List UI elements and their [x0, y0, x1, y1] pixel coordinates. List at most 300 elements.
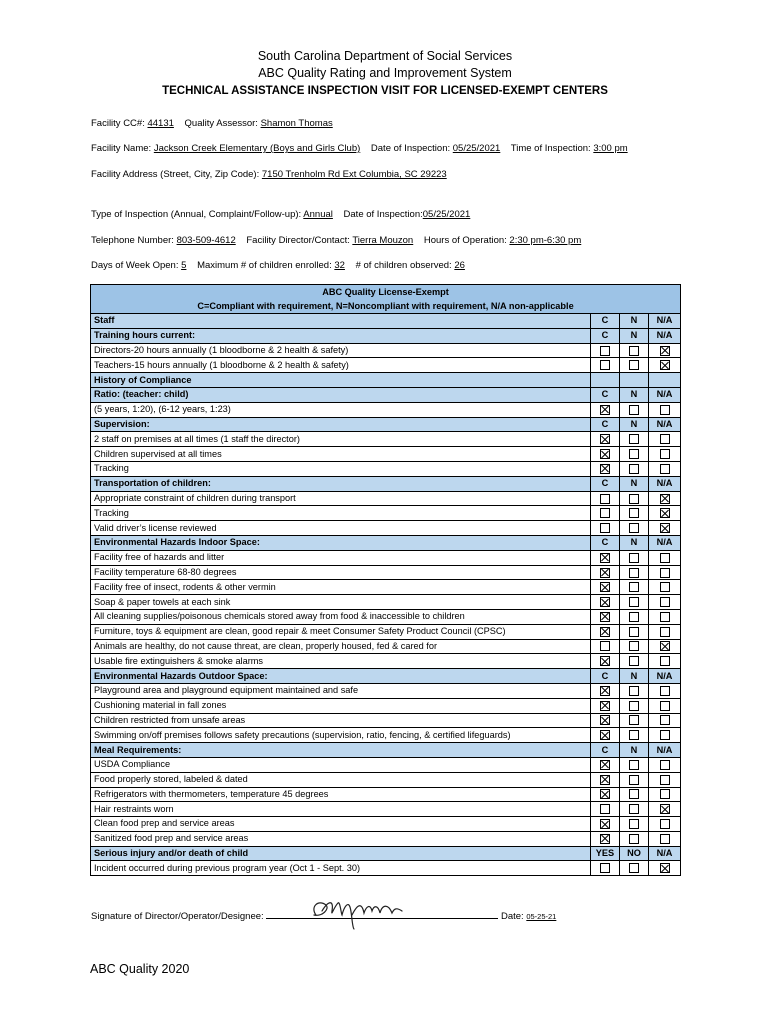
inspection-date2-value[interactable]: 05/25/2021 — [422, 209, 471, 220]
section-header-row — [91, 373, 681, 388]
inspection-date-value[interactable]: 05/25/2021 — [452, 143, 501, 154]
column-header-na: N/A — [649, 476, 681, 491]
checklist-row — [91, 802, 681, 817]
checkbox-cell-c — [591, 639, 620, 654]
checked-checkbox[interactable] — [600, 789, 610, 799]
column-header-na: N/A — [649, 314, 681, 329]
requirement-label: Directors-20 hours annually (1 bloodborne & 2 health & safety) — [91, 343, 591, 358]
column-header-na: N/A — [649, 535, 681, 550]
checkbox-cell-c — [591, 595, 620, 610]
days-open-label: Days of Week Open: — [91, 260, 179, 271]
unchecked-checkbox[interactable] — [600, 523, 610, 533]
checkbox-cell-c — [591, 432, 620, 447]
checkbox-cell-c — [591, 521, 620, 536]
checkbox-cell-na — [649, 624, 681, 639]
checkbox-cell-c — [591, 683, 620, 698]
unchecked-checkbox[interactable] — [660, 553, 670, 563]
checkbox-cell-n — [620, 402, 649, 417]
unchecked-checkbox[interactable] — [629, 464, 639, 474]
facility-cc-label: Facility CC#: — [91, 118, 145, 129]
checked-checkbox[interactable] — [600, 597, 610, 607]
unchecked-checkbox[interactable] — [660, 701, 670, 711]
checkbox-cell-n — [620, 343, 649, 358]
column-header-n: N — [620, 387, 649, 402]
checklist-row — [91, 654, 681, 669]
checkbox-cell-n — [620, 861, 649, 876]
unchecked-checkbox[interactable] — [600, 508, 610, 518]
unchecked-checkbox[interactable] — [660, 656, 670, 666]
checkbox-cell-n — [620, 639, 649, 654]
checked-checkbox[interactable] — [600, 627, 610, 637]
checkbox-cell-n — [620, 683, 649, 698]
checkbox-cell-c — [591, 580, 620, 595]
column-header-n: N — [620, 314, 649, 329]
handwritten-signature — [308, 893, 408, 933]
inspection-date2-label: Date of Inspection: — [343, 209, 423, 220]
checklist-row — [91, 831, 681, 846]
checked-checkbox[interactable] — [600, 819, 610, 829]
checklist-row — [91, 358, 681, 373]
unchecked-checkbox[interactable] — [660, 582, 670, 592]
checked-checkbox[interactable] — [600, 434, 610, 444]
unchecked-checkbox[interactable] — [660, 834, 670, 844]
checklist-row — [91, 639, 681, 654]
inspection-time-label: Time of Inspection: — [510, 143, 591, 154]
enrollment-row — [91, 260, 465, 271]
column-header-na: N/A — [649, 387, 681, 402]
table-legend: C=Compliant with requirement, N=Noncompliant with requirement, N/A non-applicable — [197, 301, 574, 311]
checkbox-cell-n — [620, 757, 649, 772]
checked-checkbox[interactable] — [660, 863, 670, 873]
checkbox-cell-na — [649, 565, 681, 580]
requirement-label: Usable fire extinguishers & smoke alarms — [91, 654, 591, 669]
agency-title: South Carolina Department of Social Services — [257, 49, 513, 63]
column-header-c: C — [591, 476, 620, 491]
unchecked-checkbox[interactable] — [629, 405, 639, 415]
signature-label: Signature of Director/Operator/Designee: — [91, 911, 264, 922]
checkbox-cell-n — [620, 609, 649, 624]
unchecked-checkbox[interactable] — [629, 449, 639, 459]
column-header-n — [620, 373, 649, 388]
column-header-c: C — [591, 328, 620, 343]
requirement-label: Cushioning material in fall zones — [91, 698, 591, 713]
program-title: ABC Quality Rating and Improvement System — [258, 66, 512, 80]
checkbox-cell-na — [649, 728, 681, 743]
checklist-row — [91, 757, 681, 772]
assessor-label: Quality Assessor: — [184, 118, 258, 129]
requirement-label: Food properly stored, labeled & dated — [91, 772, 591, 787]
unchecked-checkbox[interactable] — [600, 863, 610, 873]
checklist-row — [91, 772, 681, 787]
checkbox-cell-c — [591, 624, 620, 639]
requirement-label: (5 years, 1:20), (6-12 years, 1:23) — [91, 402, 591, 417]
unchecked-checkbox[interactable] — [629, 582, 639, 592]
checklist-row — [91, 698, 681, 713]
checkbox-cell-n — [620, 654, 649, 669]
requirement-label: Sanitized food prep and service areas — [91, 831, 591, 846]
requirement-label: Tracking — [91, 506, 591, 521]
unchecked-checkbox[interactable] — [629, 627, 639, 637]
checkbox-cell-n — [620, 595, 649, 610]
checkbox-cell-c — [591, 772, 620, 787]
unchecked-checkbox[interactable] — [660, 449, 670, 459]
section-header-row — [91, 387, 681, 402]
requirement-label: All cleaning supplies/poisonous chemicals stored away from food & inaccessible to children — [91, 609, 591, 624]
checklist-row — [91, 580, 681, 595]
unchecked-checkbox[interactable] — [660, 464, 670, 474]
checkbox-cell-n — [620, 550, 649, 565]
column-header-na: N/A — [649, 417, 681, 432]
checked-checkbox[interactable] — [600, 775, 610, 785]
checkbox-cell-n — [620, 713, 649, 728]
checkbox-cell-c — [591, 565, 620, 580]
checklist-row — [91, 817, 681, 832]
section-header-row — [91, 328, 681, 343]
requirement-label: Facility temperature 68-80 degrees — [91, 565, 591, 580]
section-header-row — [91, 417, 681, 432]
checkbox-cell-c — [591, 609, 620, 624]
requirement-label: USDA Compliance — [91, 757, 591, 772]
unchecked-checkbox[interactable] — [629, 612, 639, 622]
checked-checkbox[interactable] — [600, 612, 610, 622]
checked-checkbox[interactable] — [600, 834, 610, 844]
unchecked-checkbox[interactable] — [660, 627, 670, 637]
checklist-row — [91, 713, 681, 728]
requirement-label: Animals are healthy, do not cause threat, are clean, properly housed, fed & cared for — [91, 639, 591, 654]
checked-checkbox[interactable] — [600, 656, 610, 666]
observed-value[interactable]: 26 — [454, 260, 465, 271]
checklist-row — [91, 343, 681, 358]
column-header-c: C — [591, 669, 620, 684]
section-label: Supervision: — [91, 417, 591, 432]
inspection-date-label: Date of Inspection: — [370, 143, 451, 154]
checkbox-cell-n — [620, 506, 649, 521]
unchecked-checkbox[interactable] — [629, 715, 639, 725]
checkbox-cell-n — [620, 698, 649, 713]
checkbox-cell-n — [620, 580, 649, 595]
inspection-time-value[interactable]: 3:00 pm — [593, 143, 628, 154]
column-header-n: N — [620, 328, 649, 343]
checkbox-cell-na — [649, 491, 681, 506]
unchecked-checkbox[interactable] — [629, 508, 639, 518]
checkbox-cell-c — [591, 461, 620, 476]
checkbox-cell-c — [591, 506, 620, 521]
section-header-row — [91, 669, 681, 684]
unchecked-checkbox[interactable] — [600, 494, 610, 504]
checkbox-cell-n — [620, 817, 649, 832]
unchecked-checkbox[interactable] — [629, 760, 639, 770]
unchecked-checkbox[interactable] — [629, 523, 639, 533]
column-header-c: C — [591, 387, 620, 402]
checkbox-cell-na — [649, 358, 681, 373]
checked-checkbox[interactable] — [660, 804, 670, 814]
unchecked-checkbox[interactable] — [629, 730, 639, 740]
checkbox-cell-na — [649, 432, 681, 447]
section-header-row — [91, 743, 681, 758]
checked-checkbox[interactable] — [600, 568, 610, 578]
checkbox-cell-c — [591, 402, 620, 417]
section-label: Environmental Hazards Outdoor Space: — [91, 669, 591, 684]
requirement-label: Hair restraints worn — [91, 802, 591, 817]
checkbox-cell-na — [649, 654, 681, 669]
facility-cc-row — [91, 118, 333, 129]
requirement-label: 2 staff on premises at all times (1 staff the director) — [91, 432, 591, 447]
section-header-row — [91, 535, 681, 550]
unchecked-checkbox[interactable] — [629, 863, 639, 873]
column-header-n: N — [620, 669, 649, 684]
checkbox-cell-n — [620, 802, 649, 817]
column-header-na — [649, 373, 681, 388]
checked-checkbox[interactable] — [600, 686, 610, 696]
section-label: Ratio: (teacher: child) — [91, 387, 591, 402]
unchecked-checkbox[interactable] — [660, 597, 670, 607]
requirement-label: Refrigerators with thermometers, temperature 45 degrees — [91, 787, 591, 802]
requirement-label: Incident occurred during previous program year (Oct 1 - Sept. 30) — [91, 861, 591, 876]
unchecked-checkbox[interactable] — [629, 789, 639, 799]
unchecked-checkbox[interactable] — [660, 686, 670, 696]
checkbox-cell-na — [649, 698, 681, 713]
requirement-label: Facility free of hazards and litter — [91, 550, 591, 565]
hours-value[interactable]: 2:30 pm-6:30 pm — [509, 235, 582, 246]
checkbox-cell-na — [649, 580, 681, 595]
column-header-c: YES — [591, 846, 620, 861]
unchecked-checkbox[interactable] — [660, 819, 670, 829]
unchecked-checkbox[interactable] — [629, 494, 639, 504]
checkbox-cell-na — [649, 802, 681, 817]
checkbox-cell-na — [649, 713, 681, 728]
column-header-c: C — [591, 314, 620, 329]
requirement-label: Soap & paper towels at each sink — [91, 595, 591, 610]
facility-name-label: Facility Name: — [91, 143, 152, 154]
checkbox-cell-c — [591, 787, 620, 802]
checkbox-cell-na — [649, 402, 681, 417]
checked-checkbox[interactable] — [600, 464, 610, 474]
checklist-row — [91, 683, 681, 698]
checklist-row — [91, 595, 681, 610]
form-title: TECHNICAL ASSISTANCE INSPECTION VISIT FOR LICENSED-EXEMPT CENTERS — [162, 85, 608, 97]
unchecked-checkbox[interactable] — [629, 597, 639, 607]
section-label: History of Compliance — [91, 373, 591, 388]
column-header-n: N — [620, 535, 649, 550]
unchecked-checkbox[interactable] — [660, 789, 670, 799]
checkbox-cell-n — [620, 432, 649, 447]
unchecked-checkbox[interactable] — [629, 346, 639, 356]
phone-value[interactable]: 803-509-4612 — [176, 235, 236, 246]
unchecked-checkbox[interactable] — [629, 804, 639, 814]
section-header-row — [91, 846, 681, 861]
section-label: Serious injury and/or death of child — [91, 846, 591, 861]
column-header-na: N/A — [649, 328, 681, 343]
checkbox-cell-na — [649, 861, 681, 876]
days-open-value[interactable]: 5 — [181, 260, 187, 271]
checkbox-cell-c — [591, 654, 620, 669]
unchecked-checkbox[interactable] — [629, 641, 639, 651]
section-label: Environmental Hazards Indoor Space: — [91, 535, 591, 550]
checked-checkbox[interactable] — [660, 641, 670, 651]
unchecked-checkbox[interactable] — [629, 568, 639, 578]
checked-checkbox[interactable] — [600, 553, 610, 563]
unchecked-checkbox[interactable] — [600, 360, 610, 370]
column-header-na: N/A — [649, 669, 681, 684]
unchecked-checkbox[interactable] — [660, 775, 670, 785]
unchecked-checkbox[interactable] — [600, 346, 610, 356]
column-header-na: N/A — [649, 846, 681, 861]
checkbox-cell-na — [649, 506, 681, 521]
section-header-row — [91, 476, 681, 491]
checklist-row — [91, 550, 681, 565]
section-label: Transportation of children: — [91, 476, 591, 491]
requirement-label: Valid driver’s license reviewed — [91, 521, 591, 536]
unchecked-checkbox[interactable] — [660, 405, 670, 415]
checked-checkbox[interactable] — [660, 508, 670, 518]
inspection-type-label: Type of Inspection (Annual, Complaint/Follow-up): — [91, 209, 302, 220]
checkbox-cell-na — [649, 639, 681, 654]
requirement-label: Swimming on/off premises follows safety precautions (supervision, ratio, fencing, & certified lifeguards) — [91, 728, 591, 743]
table-title: ABC Quality License-Exempt — [322, 287, 449, 297]
unchecked-checkbox[interactable] — [600, 804, 610, 814]
checklist-row — [91, 521, 681, 536]
max-enrolled-value[interactable]: 32 — [334, 260, 345, 271]
checkbox-cell-na — [649, 343, 681, 358]
unchecked-checkbox[interactable] — [660, 434, 670, 444]
checkbox-cell-na — [649, 521, 681, 536]
requirement-label: Playground area and playground equipment maintained and safe — [91, 683, 591, 698]
facility-name-value[interactable]: Jackson Creek Elementary (Boys and Girls Club) — [153, 143, 361, 154]
section-label: Staff — [91, 314, 591, 329]
checked-checkbox[interactable] — [600, 760, 610, 770]
section-label: Meal Requirements: — [91, 743, 591, 758]
max-enrolled-label: Maximum # of children enrolled: — [197, 260, 332, 271]
assessor-value[interactable]: Shamon Thomas — [260, 118, 333, 129]
observed-label: # of children observed: — [355, 260, 452, 271]
inspection-type-row — [91, 209, 470, 220]
checked-checkbox[interactable] — [660, 523, 670, 533]
director-value[interactable]: Tierra Mouzon — [352, 235, 414, 246]
checkbox-cell-n — [620, 772, 649, 787]
unchecked-checkbox[interactable] — [629, 360, 639, 370]
signature-date-label: Date: — [500, 911, 524, 922]
column-header-c: C — [591, 743, 620, 758]
checklist-row — [91, 447, 681, 462]
unchecked-checkbox[interactable] — [629, 553, 639, 563]
column-header-c — [591, 373, 620, 388]
address-row — [91, 169, 447, 180]
unchecked-checkbox[interactable] — [629, 834, 639, 844]
address-value[interactable]: 7150 Trenholm Rd Ext Columbia, SC 29223 — [261, 169, 447, 180]
checklist-row — [91, 787, 681, 802]
unchecked-checkbox[interactable] — [600, 641, 610, 651]
checkbox-cell-c — [591, 358, 620, 373]
unchecked-checkbox[interactable] — [660, 760, 670, 770]
checkbox-cell-n — [620, 624, 649, 639]
checklist-row — [91, 432, 681, 447]
checklist-row — [91, 861, 681, 876]
checkbox-cell-n — [620, 728, 649, 743]
checked-checkbox[interactable] — [660, 494, 670, 504]
hours-label: Hours of Operation: — [423, 235, 507, 246]
unchecked-checkbox[interactable] — [629, 656, 639, 666]
footer-text: ABC Quality 2020 — [90, 962, 190, 976]
requirement-label: Tracking — [91, 461, 591, 476]
checkbox-cell-c — [591, 861, 620, 876]
checkbox-cell-na — [649, 683, 681, 698]
checked-checkbox[interactable] — [600, 405, 610, 415]
checkbox-cell-c — [591, 447, 620, 462]
checkbox-cell-na — [649, 609, 681, 624]
facility-cc-value[interactable]: 44131 — [147, 118, 174, 129]
unchecked-checkbox[interactable] — [660, 612, 670, 622]
requirement-label: Facility free of insect, rodents & other vermin — [91, 580, 591, 595]
checkbox-cell-na — [649, 595, 681, 610]
checklist-row — [91, 728, 681, 743]
checked-checkbox[interactable] — [600, 582, 610, 592]
unchecked-checkbox[interactable] — [629, 701, 639, 711]
unchecked-checkbox[interactable] — [660, 568, 670, 578]
unchecked-checkbox[interactable] — [660, 730, 670, 740]
checkbox-cell-n — [620, 521, 649, 536]
checkbox-cell-n — [620, 565, 649, 580]
checklist-row — [91, 491, 681, 506]
phone-label: Telephone Number: — [91, 235, 174, 246]
checkbox-cell-c — [591, 491, 620, 506]
checked-checkbox[interactable] — [600, 715, 610, 725]
checklist-row — [91, 461, 681, 476]
column-header-c: C — [591, 535, 620, 550]
contact-row — [91, 235, 581, 246]
signature-date-value[interactable]: 05-25-21 — [526, 912, 557, 921]
requirement-label: Appropriate constraint of children during transport — [91, 491, 591, 506]
checkbox-cell-c — [591, 757, 620, 772]
checkbox-cell-c — [591, 343, 620, 358]
unchecked-checkbox[interactable] — [629, 819, 639, 829]
checklist-row — [91, 402, 681, 417]
checkbox-cell-c — [591, 550, 620, 565]
checked-checkbox[interactable] — [600, 701, 610, 711]
checkbox-cell-c — [591, 698, 620, 713]
checked-checkbox[interactable] — [600, 449, 610, 459]
checklist-row — [91, 609, 681, 624]
checked-checkbox[interactable] — [660, 360, 670, 370]
checkbox-cell-na — [649, 772, 681, 787]
unchecked-checkbox[interactable] — [629, 434, 639, 444]
compliance-table — [90, 284, 681, 876]
unchecked-checkbox[interactable] — [629, 775, 639, 785]
checkbox-cell-n — [620, 491, 649, 506]
checkbox-cell-c — [591, 817, 620, 832]
unchecked-checkbox[interactable] — [629, 686, 639, 696]
requirement-label: Children restricted from unsafe areas — [91, 713, 591, 728]
inspection-type-value[interactable]: Annual — [303, 209, 333, 220]
column-header-na: N/A — [649, 743, 681, 758]
column-header-c: C — [591, 417, 620, 432]
column-header-n: N — [620, 743, 649, 758]
column-header-n: N — [620, 476, 649, 491]
checkbox-cell-n — [620, 358, 649, 373]
director-label: Facility Director/Contact: — [246, 235, 350, 246]
checked-checkbox[interactable] — [600, 730, 610, 740]
table-title-row — [91, 285, 681, 314]
checklist-row — [91, 565, 681, 580]
checkbox-cell-c — [591, 802, 620, 817]
checked-checkbox[interactable] — [660, 346, 670, 356]
requirement-label: Teachers-15 hours annually (1 bloodborne & 2 health & safety) — [91, 358, 591, 373]
unchecked-checkbox[interactable] — [660, 715, 670, 725]
requirement-label: Furniture, toys & equipment are clean, good repair & meet Consumer Safety Product Council (CPSC) — [91, 624, 591, 639]
checkbox-cell-na — [649, 831, 681, 846]
checkbox-cell-n — [620, 787, 649, 802]
checkbox-cell-n — [620, 461, 649, 476]
checkbox-cell-c — [591, 831, 620, 846]
